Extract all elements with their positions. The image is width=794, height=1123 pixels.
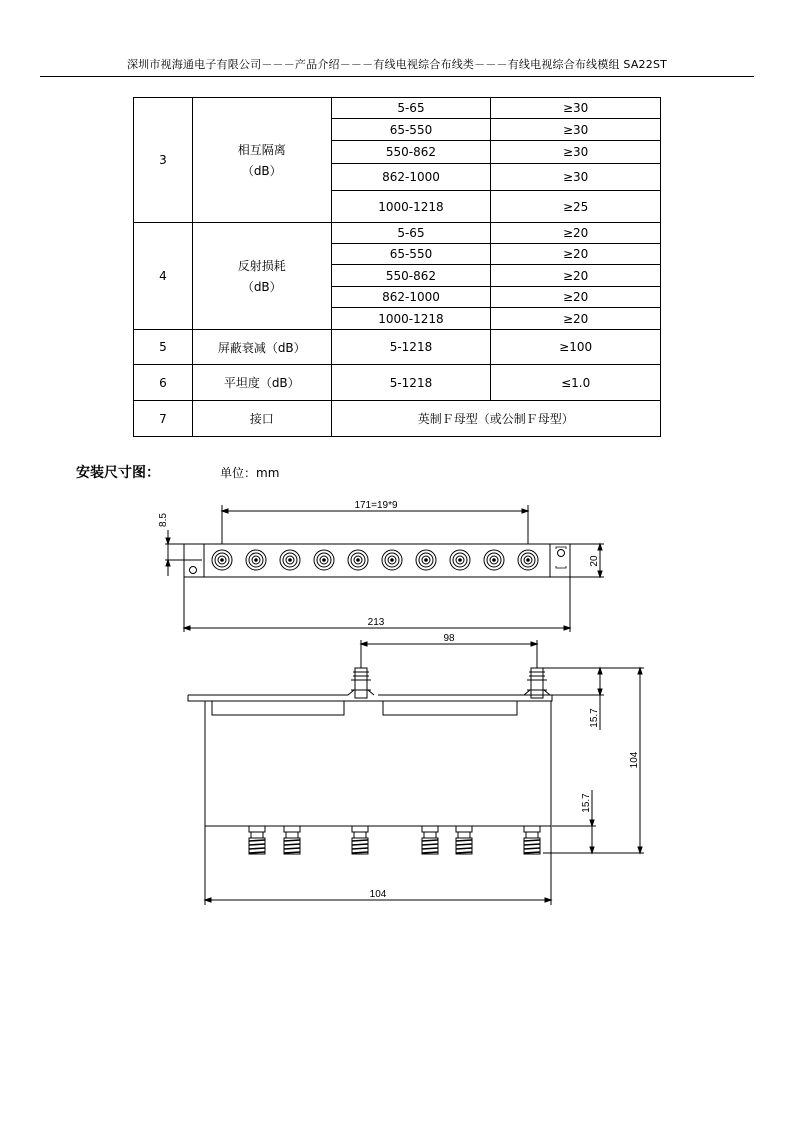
freq-range: 550-862 [331,141,491,164]
item-name: 平坦度（dB） [192,365,331,401]
row-number: 5 [134,330,193,365]
spec-value: ≥20 [491,265,661,287]
spec-value: ≥30 [491,119,661,141]
freq-range: 5-65 [331,98,491,119]
spec-value: ≥20 [491,287,661,308]
item-unit: （dB） [241,164,282,178]
spec-value: ≥30 [491,164,661,191]
unit-note: 单位：mm [220,466,280,480]
top-view [158,500,604,632]
f-connector-icon [382,550,402,570]
f-connector-icon [416,550,436,570]
f-connector-icon [246,550,266,570]
top-connector-2 [524,668,550,698]
dim-pitch-label: 171=19*9 [354,500,398,511]
row-number: 7 [134,401,193,437]
mount-hole-right [558,550,565,557]
freq-range: 65-550 [331,119,491,141]
freq-range: 862-1000 [331,287,491,308]
f-connector-icon [450,550,470,570]
spec-value: ≤1.0 [491,365,661,401]
item-name: 屏蔽衰减（dB） [192,330,331,365]
dim-offset-label: 8.5 [158,513,169,527]
item-unit: （dB） [241,280,282,294]
mount-hole-left [190,567,197,574]
dim-width-label: 104 [369,889,387,900]
freq-range: 862-1000 [331,164,491,191]
freq-range: 550-862 [331,265,491,287]
bottom-connectors [249,826,540,854]
spec-value: ≥30 [491,98,661,119]
bottom-connector-icon [456,826,472,854]
f-connector-icon [348,550,368,570]
dim-total-width-label: 213 [367,617,385,628]
dim-height-label: 20 [589,555,600,567]
freq-range: 1000-1218 [331,191,491,223]
dim-upper-label: 15.7 [589,708,600,728]
freq-range: 1000-1218 [331,308,491,330]
top-plate [184,544,570,577]
item-name: 接口 [192,401,331,437]
freq-range: 5-65 [331,223,491,244]
spec-value: ≥100 [491,330,661,365]
row-number: 4 [134,223,193,330]
dim-depth-label: 104 [629,751,640,769]
freq-range: 65-550 [331,244,491,265]
spec-value: ≥25 [491,191,661,223]
dim-spacing-label: 98 [443,633,455,644]
item-label: 相互隔离 [237,143,286,157]
spec-value: ≥20 [491,223,661,244]
bottom-connector-icon [422,826,438,854]
front-body [205,701,551,826]
item-label: 反射损耗 [237,259,286,273]
front-view [188,633,644,905]
dim-lower-label: 15.7 [581,793,592,813]
top-connector-1 [348,668,374,698]
bottom-connector-icon [249,826,265,854]
f-connector-icon [212,550,232,570]
bottom-connector-icon [524,826,540,854]
row-number: 3 [134,98,193,223]
bottom-connector-icon [284,826,300,854]
f-connector-icon [484,550,504,570]
f-connector-icon [518,550,538,570]
interface-value: 英制Ｆ母型（或公制Ｆ母型） [331,401,660,437]
bottom-connector-icon [352,826,368,854]
freq-range: 5-1218 [331,365,491,401]
f-connector-icon [314,550,334,570]
row-number: 6 [134,365,193,401]
spec-value: ≥20 [491,244,661,265]
freq-range: 5-1218 [331,330,491,365]
page-header: 深圳市视海通电子有限公司－－－产品介绍－－－有线电视综合布线类－－－有线电视综合布线模组 SA22ST [126,58,668,71]
spec-value: ≥30 [491,141,661,164]
f-connector-icon [280,550,300,570]
connector-row [212,550,538,570]
section-title: 安装尺寸图： [76,465,160,481]
spec-value: ≥20 [491,308,661,330]
